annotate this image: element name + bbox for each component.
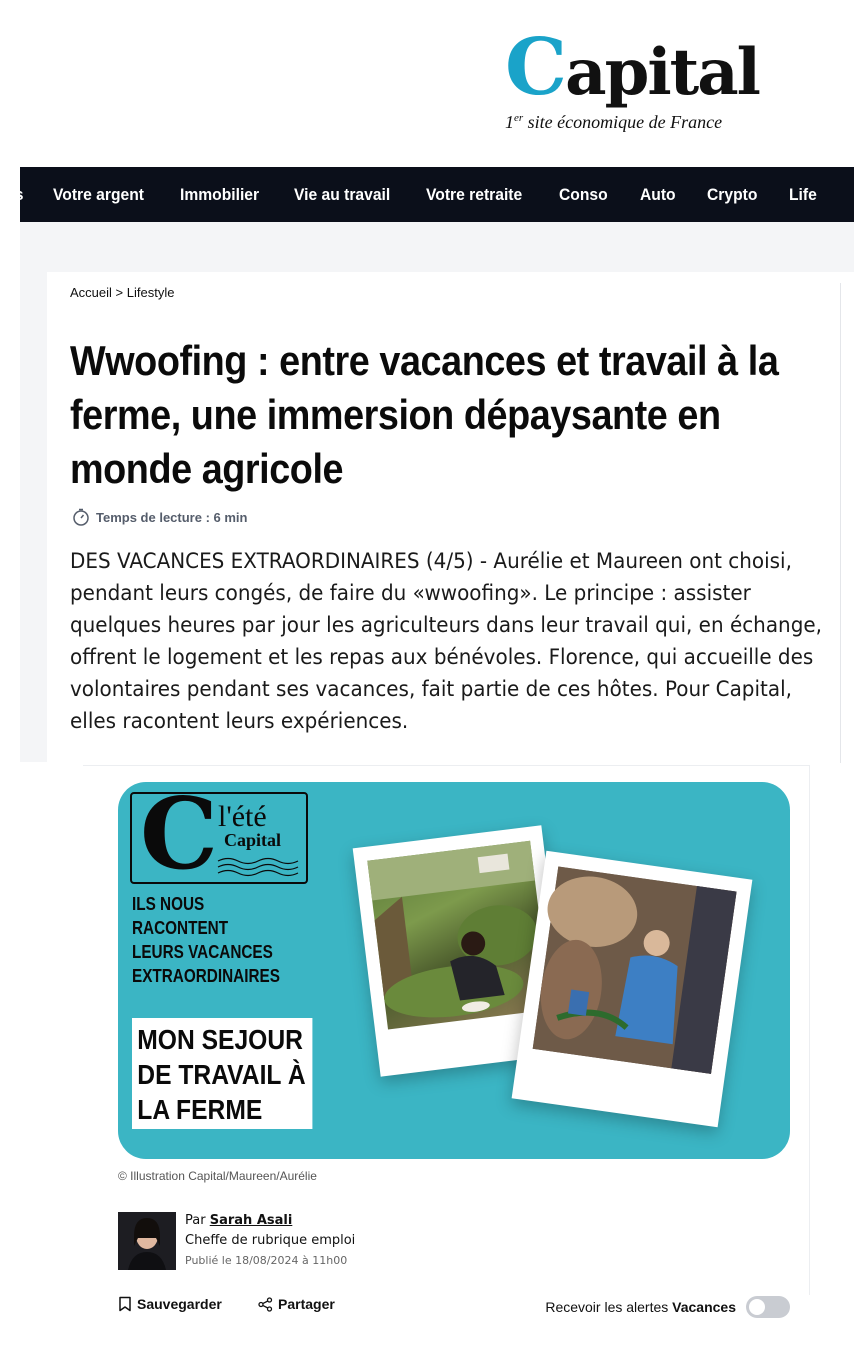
logo-tagline: 1er site économique de France [505,112,723,132]
main-nav [6,167,854,222]
badge-c-letter: C [140,777,218,892]
reading-time-label: Temps de lecture : 6 min [96,509,248,525]
breadcrumb-section-link[interactable]: Lifestyle [126,285,175,300]
bookmark-icon [118,1296,132,1312]
stamp-waves-icon [218,856,298,876]
author-prefix: Par [185,1213,206,1228]
card-border-right [809,765,810,1295]
hero-headline-box [132,1018,313,1129]
card-border-top [83,765,810,766]
sidebar-divider [840,283,841,763]
nav-item-conso[interactable]: Conso [558,184,608,204]
share-button[interactable] [258,1296,335,1312]
badge-capital-text: Capital [224,830,282,850]
breadcrumb-separator: > [115,285,124,300]
photo-cowshed-woman [533,867,737,1074]
nav-item-crypto[interactable]: Crypto [706,184,757,204]
author-role: Cheffe de rubrique emploi [185,1233,356,1248]
author-block [185,1211,355,1271]
timer-icon [72,508,90,526]
author-name-link[interactable]: Sarah Asali [209,1213,293,1228]
share-icon [258,1297,273,1312]
article-lede: DES VACANCES EXTRAORDINAIRES (4/5) - Aurélie et Maureen ont choisi, pendant leurs congés, de faire du «wwoofing». Le principe : assister quelques heures par jour les agriculteurs dans leur travail qui, en échange, offrent le logement et les repas aux bénévoles. Florence, qui accueille des volontaires pendant ses vacances, fait partie de ces hôtes. Pour Capital, elles racontent leurs expériences. [70,549,822,733]
alerts-label: Recevoir les alertes Vacances [545,1299,736,1315]
publish-date: Publié le 18/08/2024 à 11h00 [185,1254,348,1267]
nav-item-business[interactable]: ss [6,184,24,204]
badge-ete-text: l'été [218,800,267,833]
toggle-knob [749,1299,765,1315]
nav-item-vie-au-travail[interactable]: Vie au travail [293,184,390,204]
nav-item-votre-argent[interactable]: Votre argent [52,184,144,204]
hero-headline-line: MON SEJOUR [137,1024,303,1055]
photo-garden-woman [367,841,550,1030]
page-gutter [20,272,47,762]
breadcrumb-home-link[interactable]: Accueil [70,285,112,300]
nav-item-immobilier[interactable]: Immobilier [179,184,259,204]
polaroid-photo-cowshed [512,851,753,1128]
hero-subtitle: ILS NOUS RACONTENT LEURS VACANCES EXTRAORDINAIRES [132,894,280,986]
hero-headline-line: LA FERME [137,1094,263,1125]
reading-time [72,508,247,526]
breadcrumb [70,285,174,300]
image-credit: © Illustration Capital/Maureen/Aurélie [118,1169,317,1183]
article-actions [118,1296,790,1322]
save-label: Sauvegarder [137,1296,222,1312]
alerts-control [545,1296,790,1318]
capital-logo[interactable] [505,22,765,138]
hero-headline-line: DE TRAVAIL À [137,1059,306,1090]
alerts-toggle[interactable] [746,1296,790,1318]
lete-capital-badge [130,777,308,892]
share-label: Partager [278,1296,335,1312]
logo-wordmark: Capital [505,22,759,113]
save-button[interactable] [118,1296,222,1312]
hero-illustration [118,777,790,1159]
nav-item-votre-retraite[interactable]: Votre retraite [426,184,523,204]
nav-item-lifestyle[interactable]: Life [789,184,818,204]
article-title: Wwoofing : entre vacances et travail à la ferme, une immersion dépaysante en monde agricole [70,337,779,492]
page-background-band [20,222,854,272]
author-avatar[interactable] [118,1212,176,1270]
nav-item-auto[interactable]: Auto [639,184,676,204]
